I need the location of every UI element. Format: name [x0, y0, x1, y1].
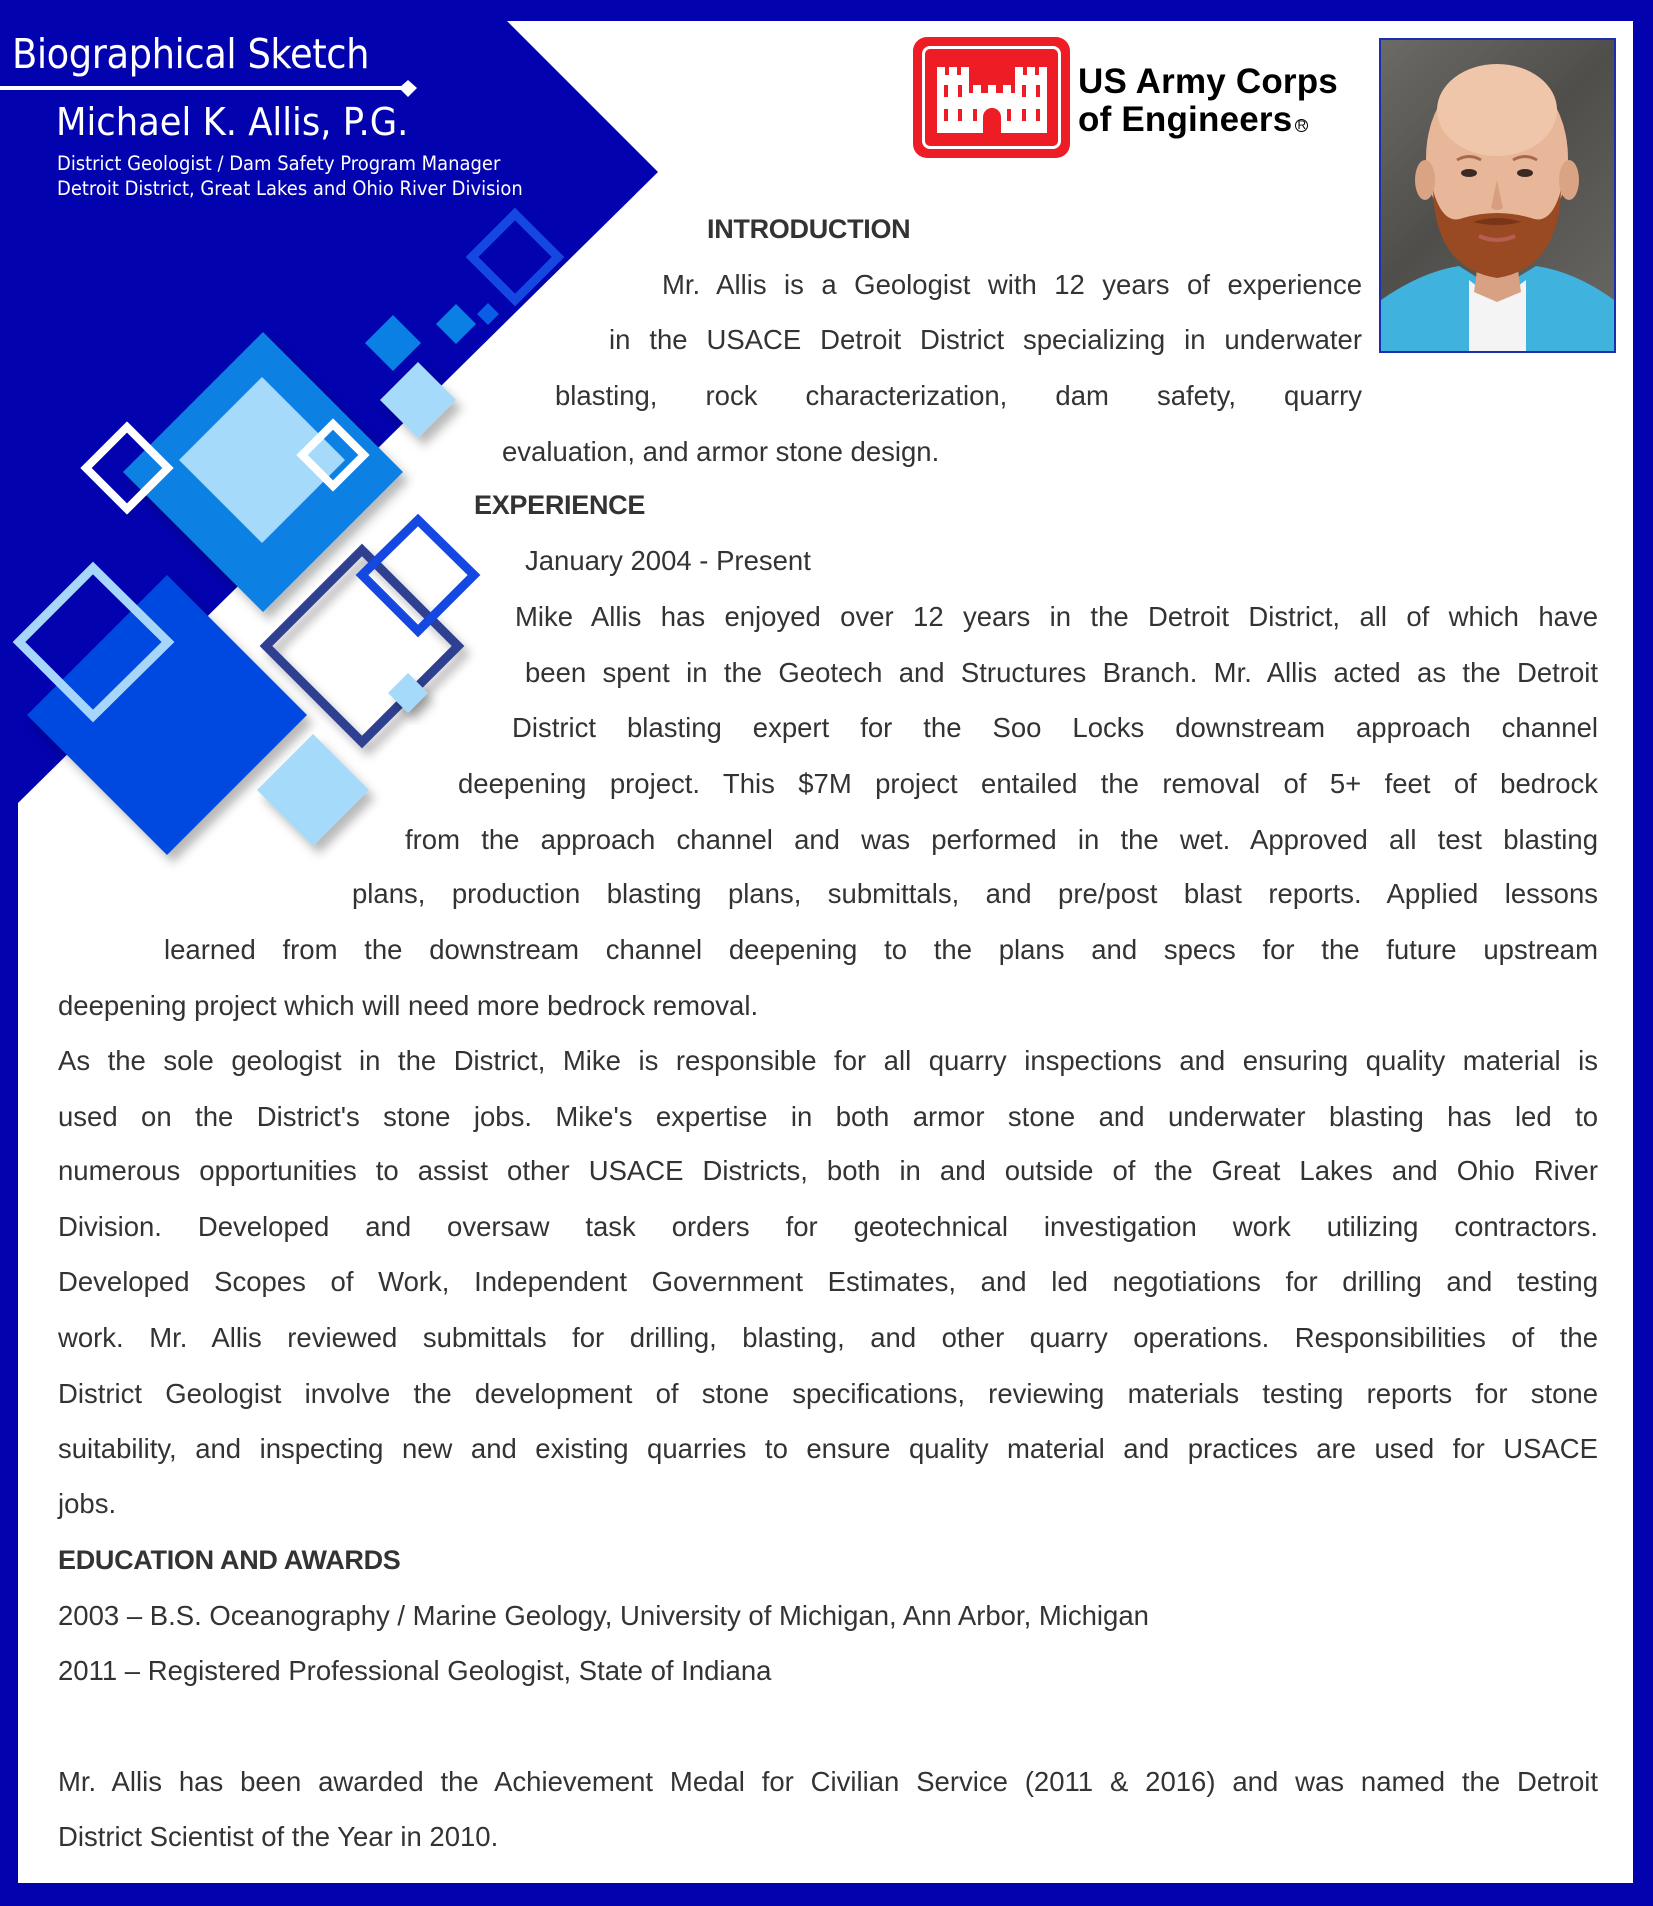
logo-wordmark-text: of Engineers [1078, 100, 1293, 139]
person-name: Michael K. Allis, P.G. [56, 100, 409, 144]
intro-line: Mr. Allis is a Geologist with 12 years of experience [662, 269, 1362, 300]
document-title: Biographical Sketch [12, 30, 370, 78]
experience-line: As the sole geologist in the District, Mike is responsible for all quarry inspections and ensuring quality material is [58, 1045, 1598, 1076]
logo-wordmark-line2 [1078, 100, 1308, 140]
experience-line: Mike Allis has enjoyed over 12 years in the Detroit District, all of which have [515, 601, 1598, 632]
experience-line: used on the District's stone jobs. Mike's expertise in both armor stone and underwater blasting has led to [58, 1101, 1598, 1132]
experience-line: District blasting expert for the Soo Locks downstream approach channel [512, 712, 1598, 743]
intro-line: blasting, rock characterization, dam safety, quarry [555, 380, 1362, 411]
logo-wordmark-line1: US Army Corps [1078, 62, 1338, 101]
introduction-heading: INTRODUCTION [707, 214, 911, 244]
castle-icon [937, 67, 1047, 133]
experience-line: from the approach channel and was performed in the wet. Approved all test blasting [405, 824, 1598, 855]
experience-line: Developed Scopes of Work, Independent Government Estimates, and led negotiations for drilling and testing [58, 1266, 1598, 1297]
registered-mark-icon: R [1295, 119, 1308, 132]
portrait-photo [1379, 38, 1616, 353]
experience-line: deepening project which will need more bedrock removal. [58, 990, 759, 1021]
intro-line: evaluation, and armor stone design. [502, 436, 940, 467]
job-title: District Geologist / Dam Safety Program Manager [57, 152, 501, 175]
portrait-image [1381, 40, 1614, 351]
intro-line: in the USACE Detroit District specializing in underwater [609, 324, 1362, 355]
experience-line: been spent in the Geotech and Structures Branch. Mr. Allis acted as the Detroit [525, 657, 1598, 688]
experience-line: learned from the downstream channel deepening to the plans and specs for the future upstream [164, 934, 1598, 965]
experience-line: suitability, and inspecting new and existing quarries to ensure quality material and practices are used for USACE [58, 1433, 1598, 1464]
education-heading: EDUCATION AND AWARDS [58, 1545, 401, 1575]
experience-heading: EXPERIENCE [474, 490, 646, 520]
experience-line: work. Mr. Allis reviewed submittals for drilling, blasting, and other quarry operations. Responsibilities of the [58, 1322, 1598, 1353]
usace-castle-logo [913, 37, 1070, 158]
education-item: 2011 – Registered Professional Geologist, State of Indiana [58, 1655, 772, 1686]
experience-line: plans, production blasting plans, submittals, and pre/post blast reports. Applied lessons [352, 878, 1598, 909]
awards-line: Mr. Allis has been awarded the Achievement Medal for Civilian Service (2011 & 2016) and was named the Detroit [58, 1766, 1598, 1797]
organization: Detroit District, Great Lakes and Ohio River Division [57, 177, 523, 200]
experience-period: January 2004 - Present [525, 545, 811, 576]
experience-line: District Geologist involve the development of stone specifications, reviewing materials testing reports for stone [58, 1378, 1598, 1409]
experience-line: deepening project. This $7M project entailed the removal of 5+ feet of bedrock [458, 768, 1598, 799]
experience-line: numerous opportunities to assist other USACE Districts, both in and outside of the Great Lakes and Ohio River [58, 1155, 1598, 1186]
awards-line: District Scientist of the Year in 2010. [58, 1821, 499, 1852]
education-item: 2003 – B.S. Oceanography / Marine Geology, University of Michigan, Ann Arbor, Michigan [58, 1600, 1149, 1631]
experience-line: Division. Developed and oversaw task orders for geotechnical investigation work utilizing contractors. [58, 1211, 1598, 1242]
experience-line: jobs. [58, 1488, 117, 1519]
